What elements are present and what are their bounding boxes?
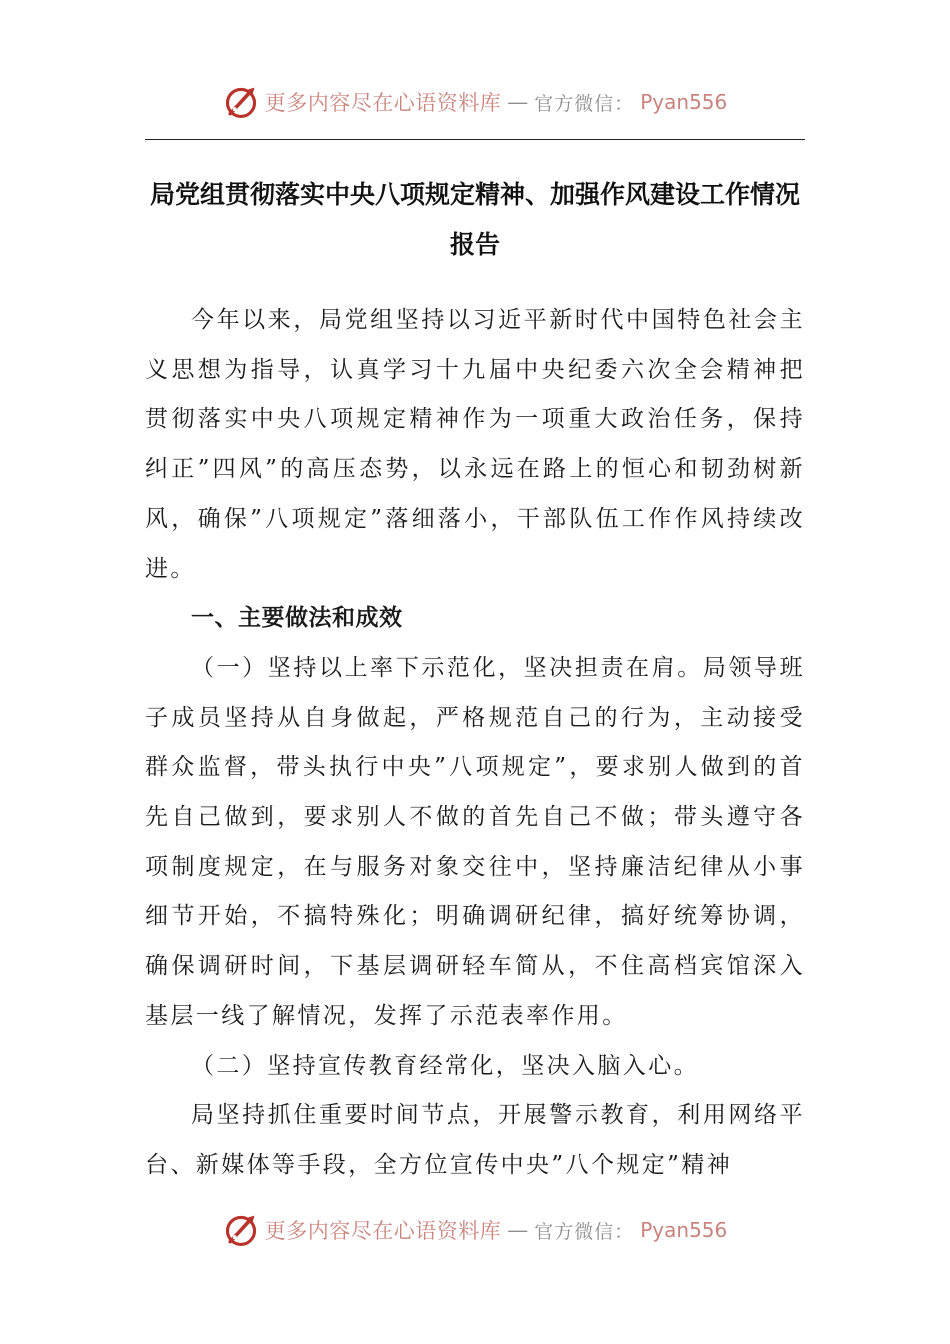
banner-site-text: 更多内容尽在心语资料库 bbox=[264, 91, 502, 115]
paragraph-section-1: （一）坚持以上率下示范化，坚决担责在肩。局领导班子成员坚持从自身做起，严格规范自己的行为，主动接受群众监督，带头执行中央”八项规定”，要求别人做到的首先自己做到，要求别人不做的首先自己不做；带头遵守各项制度规定，在与服务对象交往中，坚持廉洁纪律从小事细节开始，不搞特殊化；明确调研纪律，搞好统筹协调，确保调研时间，下基层调研轻车简从，不住高档宾馆深入基层一线了解情况，发挥了示范表率作用。 bbox=[145, 654, 805, 1029]
subsection-heading-2: （二）坚持宣传教育经常化，坚决入脑入心。 bbox=[191, 1052, 699, 1079]
banner-separator: — bbox=[507, 90, 529, 114]
banner-separator: — bbox=[507, 1218, 529, 1242]
header-divider bbox=[145, 139, 805, 140]
brush-pen-logo-icon bbox=[223, 84, 259, 120]
banner-wechat-id: Pyan556 bbox=[640, 90, 728, 114]
banner-wechat-id: Pyan556 bbox=[640, 1218, 728, 1242]
footer-watermark-banner bbox=[0, 1210, 950, 1250]
banner-site-text: 更多内容尽在心语资料库 bbox=[264, 1219, 502, 1243]
paragraph-intro: 今年以来，局党组坚持以习近平新时代中国特色社会主义思想为指导，认真学习十九届中央纪委六次全会精神把贯彻落实中央八项规定精神作为一项重大政治任务，保持纠正”四风”的高压态势，以永远在路上的恒心和韧劲树新风，确保”八项规定”落细落小，干部队伍工作作风持续改进。 bbox=[145, 307, 805, 582]
paragraph-section-2: 局坚持抓住重要时间节点，开展警示教育，利用网络平台、新媒体等手段，全方位宣传中央”八个规定”精神 bbox=[145, 1102, 805, 1178]
header-watermark-banner bbox=[0, 82, 950, 122]
brush-pen-logo-icon bbox=[223, 1212, 259, 1248]
document-title: 局党组贯彻落实中央八项规定精神、加强作风建设工作情况报告 bbox=[149, 180, 800, 259]
banner-wechat-label: 官方微信： bbox=[534, 1220, 635, 1243]
document-body bbox=[145, 296, 805, 1191]
section-heading: 一、主要做法和成效 bbox=[191, 605, 403, 632]
banner-wechat-label: 官方微信： bbox=[534, 92, 635, 115]
